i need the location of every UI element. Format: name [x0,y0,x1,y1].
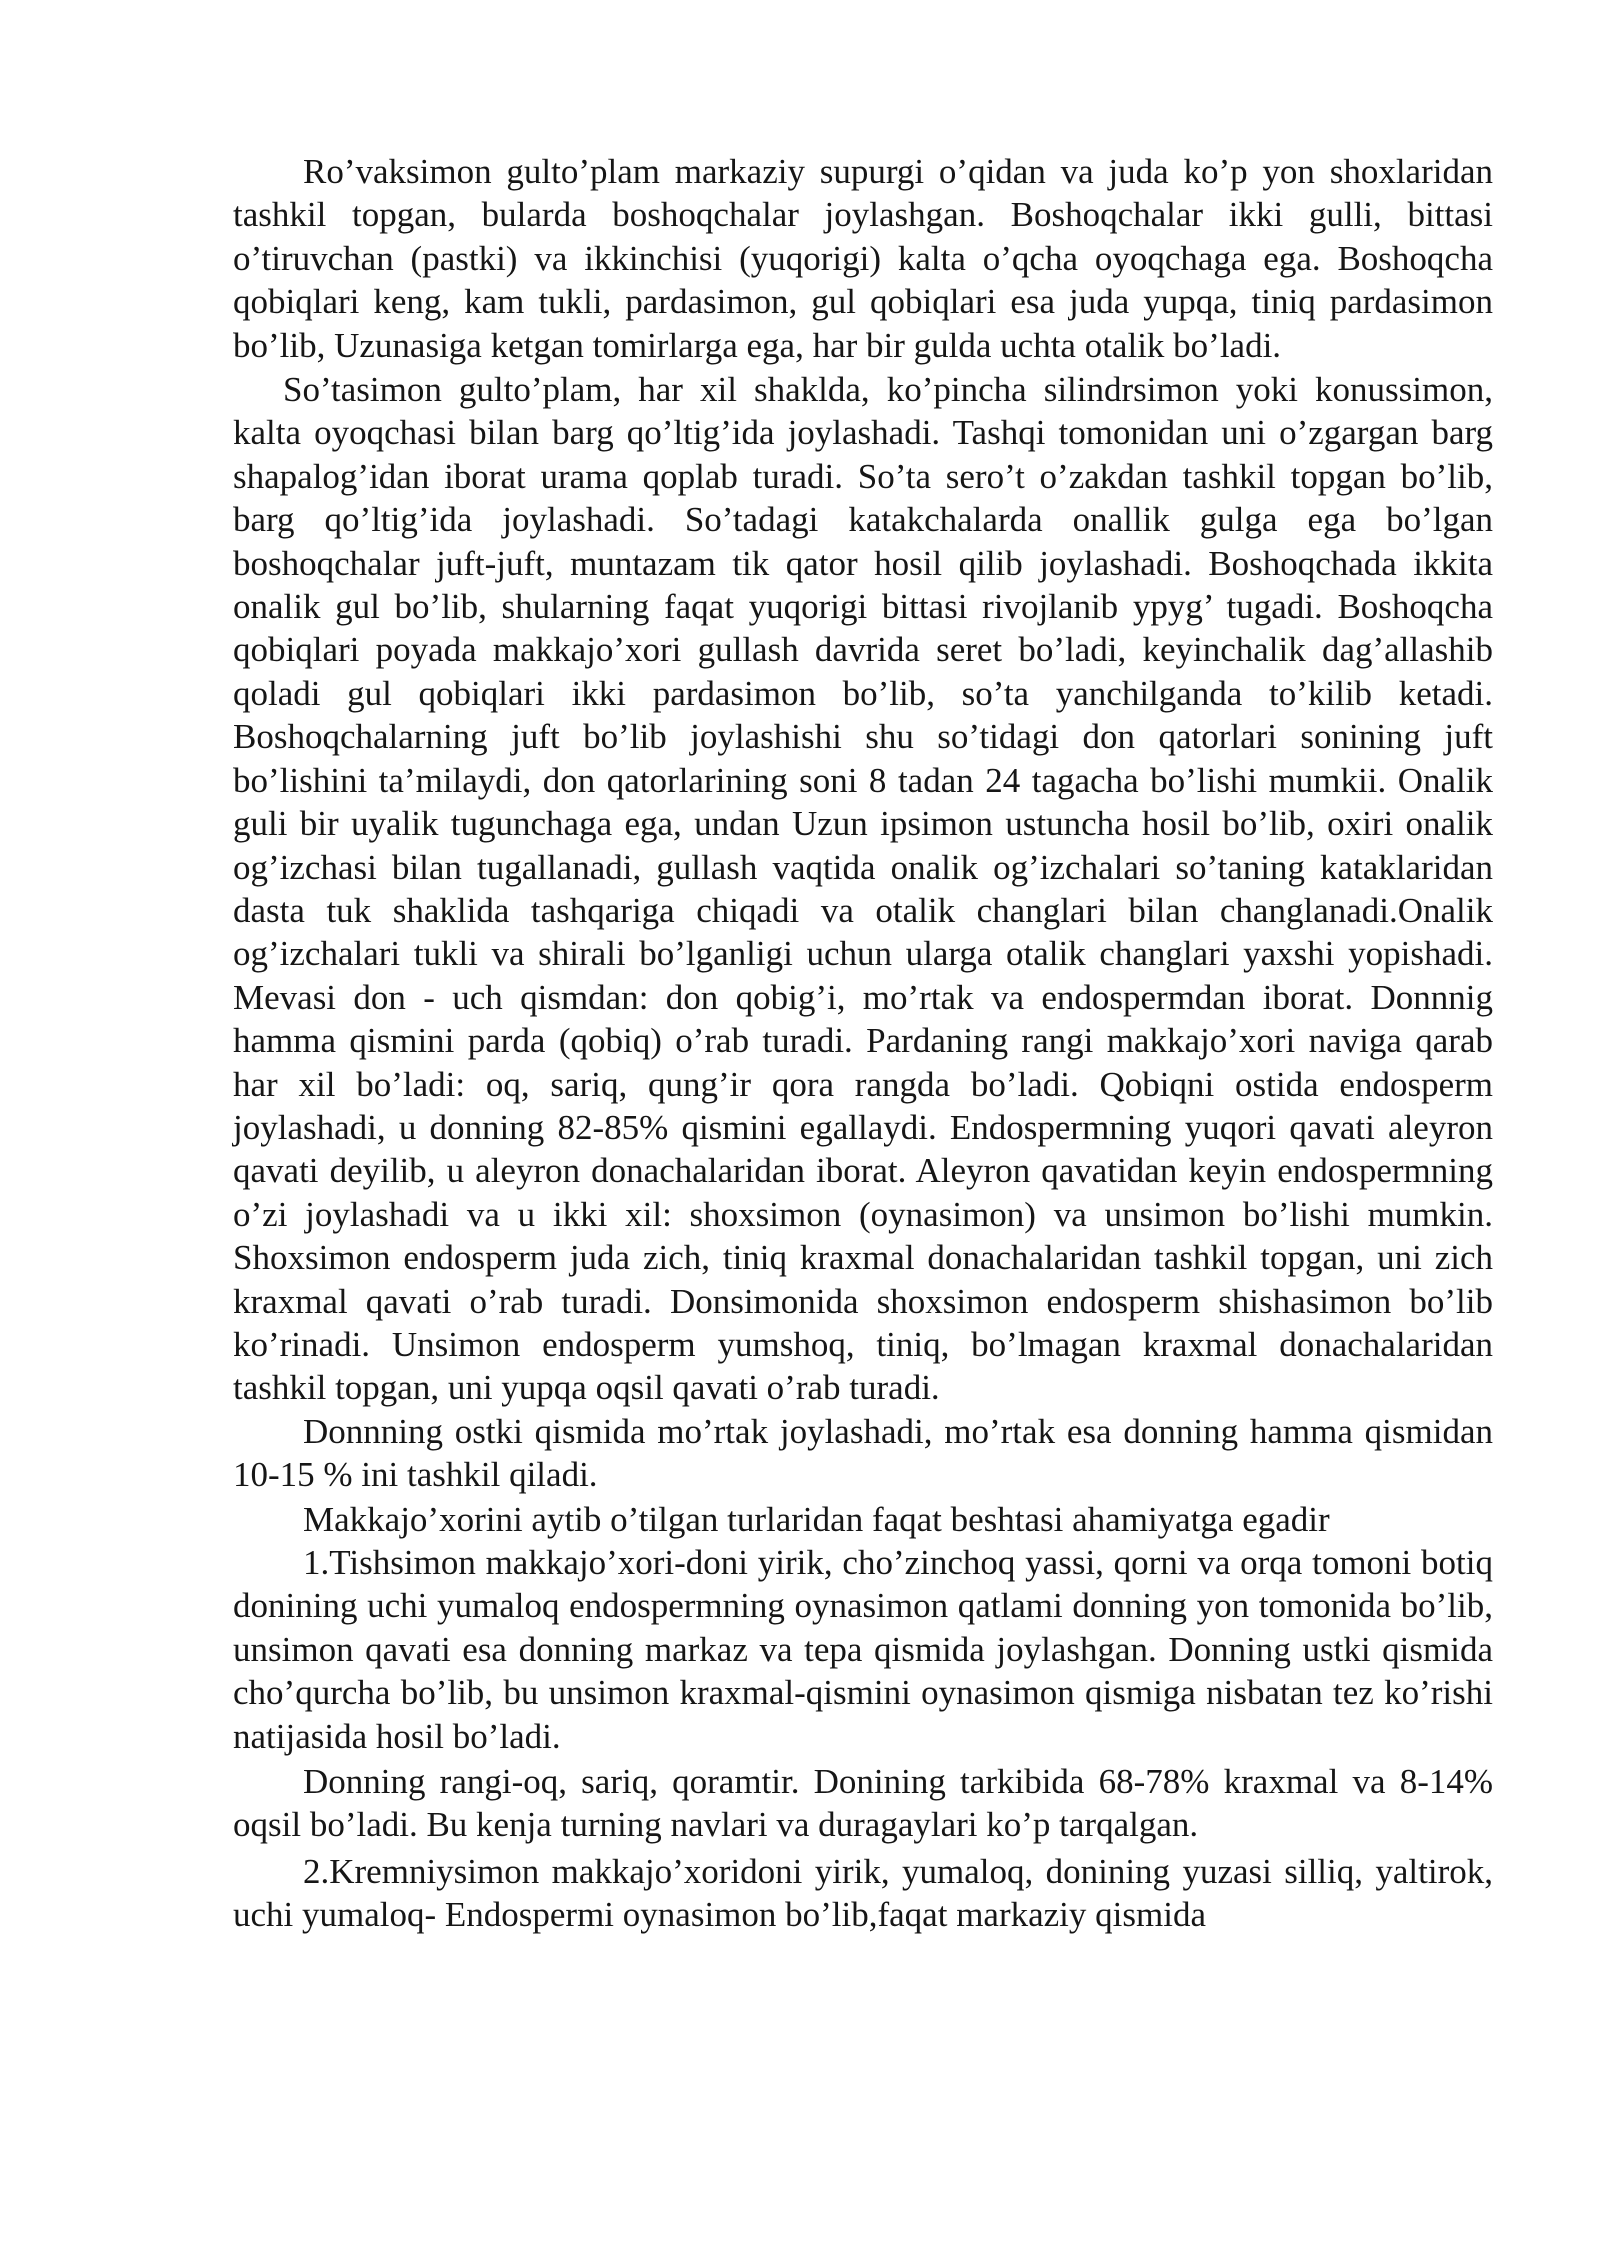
paragraph-flint-corn: 2.Kremniysimon makkajo’xoridoni yirik, yumaloq, donining yuzasi silliq, yaltirok, uchi yumaloq- Endospermi oynasimon bo’lib,faqat markaziy qismida [233,1851,1493,1935]
paragraph-embryo: Donnning ostki qismida mo’rtak joylashadi, mo’rtak esa donning hamma qismidan 10-15 % ini tashkil qiladi. [233,1411,1493,1495]
paragraph-grain-color: Donning rangi-oq, sariq, qoramtir. Donining tarkibida 68-78% kraxmal va 8-14% oqsil bo’ladi. Bu kenja turning navlari va duragaylari ko’p tarqalgan. [233,1762,1493,1845]
paragraph-ear-inflorescence: So’tasimon gulto’plam, har xil shaklda, ko’pincha silindrsimon yoki konussimon, kalta oyoqchasi bilan barg qo’ltig’ida joylashadi. Tashqi tomonidan uni o’zgargan barg shapalog’idan iborat urama qoplab turadi. So’ta sero’t o’zakdan tashkil topgan bo’lib, barg qo’ltig’ida joylashadi. So’tadagi katakchalarda onallik gulga ega bo’lgan boshoqchalar juft-juft, muntazam tik qator hosil qilib joylashadi. Boshoqchada ikkita onalik gul bo’lib, shularning faqat yuqorigi bittasi rivojlanib ypyg’ tugadi. Boshoqcha qobiqlari poyada makkajo’xori gullash davrida seret bo’ladi, keyinchalik dag’allashib qoladi gul qobiqlari ikki pardasimon bo’lib, so’ta yanchilganda to’kilib ketadi. Boshoqchalarning juft bo’lib joylashishi shu so’tidagi don qatorlari sonining juft bo’lishini ta’milaydi, don qatorlarining soni 8 tadan 24 tagacha bo’lishi mumkii. Onalik guli bir uyalik tugunchaga ega, undan Uzun ipsimon ustuncha hosil bo’lib, oxiri onalik og’izchasi bilan tugallanadi, gullash vaqtida onalik og’izchalari so’taning kataklaridan dasta tuk shaklida tashqariga chiqadi va otalik changlari bilan changlanadi.Onalik og’izchalari tukli va shirali bo’lganligi uchun ularga otalik changlari yaxshi yopishadi. Mevasi don - uch qismdan: don qobig’i, mo’rtak va endospermdan iborat. Donnnig hamma qismini parda (qobiq) o’rab turadi. Pardaning rangi makkajo’xori naviga qarab har xil bo’ladi: oq, sariq, qung’ir qora rangda bo’ladi. Qobiqni ostida endosperm joylashadi, u donning 82-85% qismini egallaydi. Endospermning yuqori qavati aleyron qavati deyilib, u aleyron donachalaridan iborat. Aleyron qavatidan keyin endospermning o’zi joylashadi va u ikki xil: shoxsimon (oynasimon) va unsimon bo’lishi mumkin. Shoxsimon endosperm juda zich, tiniq kraxmal donachalaridan tashkil topgan, uni zich kraxmal qavati o’rab turadi. Donsimonida shoxsimon endosperm shishasimon bo’lib ko’rinadi. Unsimon endosperm yumshoq, tiniq, bo’lmagan kraxmal donachalaridan tashkil topgan, uni yupqa oqsil qavati o’rab turadi. [233,370,1493,1408]
paragraph-subspecies-intro: Makkajo’xorini aytib o’tilgan turlaridan faqat beshtasi ahamiyatga egadir [303,1499,1330,1539]
document-page [233,150,1493,1937]
paragraph-dent-corn: 1.Tishsimon makkajo’xori-doni yirik, cho’zinchoq yassi, qorni va orqa tomoni botiq donining uchi yumaloq endospermning oynasimon qatlami donning yon tomonida bo’lib, unsimon qavati esa donning markaz va tepa qismida joylashgan. Donning ustki qismida cho’qurcha bo’lib, bu unsimon kraxmal-qismini oynasimon qismiga nisbatan tez ko’rishi natijasida hosil bo’ladi. [233,1543,1493,1756]
paragraph-panicle-inflorescence: Ro’vaksimon gulto’plam markaziy supurgi o’qidan va juda ko’p yon shoxlaridan tashkil topgan, bularda boshoqchalar joylashgan. Boshoqchalar ikki gulli, bittasi o’tiruvchan (pastki) va ikkinchisi (yuqorigi) kalta o’qcha oyoqchaga ega. Boshoqcha qobiqlari keng, kam tukli, pardasimon, gul qobiqlari esa juda yupqa, tiniq pardasimon bo’lib, Uzunasiga ketgan tomirlarga ega, har bir gulda uchta otalik bo’ladi. [233,152,1493,365]
